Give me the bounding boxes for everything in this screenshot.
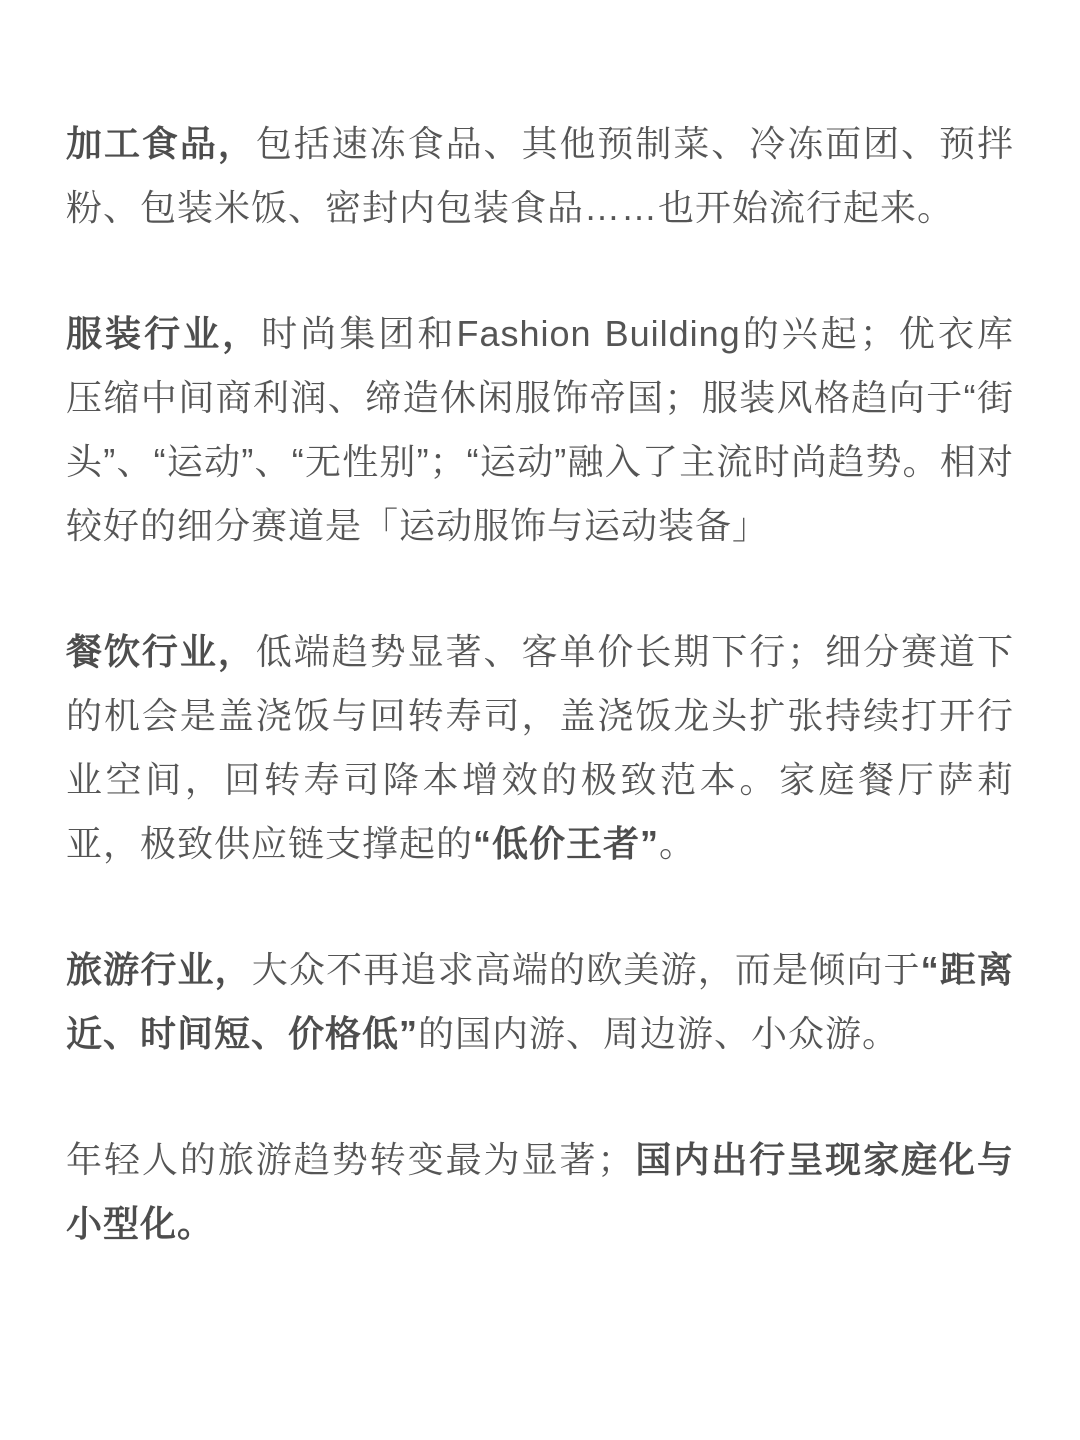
emphasis-text: 旅游行业，	[66, 949, 252, 990]
article-body	[66, 112, 1014, 1256]
paragraph	[66, 1128, 1014, 1256]
body-text: 包括速冻食品、其他预制菜、冷冻面团、预拌粉、包装米饭、密封内包装食品……也开始流行起来。	[66, 123, 1014, 228]
paragraph	[66, 112, 1014, 240]
body-text: 。	[659, 823, 697, 864]
body-text: 大众不再追求高端的欧美游，而是倾向于	[251, 949, 921, 990]
body-text: 的国内游、周边游、小众游。	[418, 1013, 900, 1054]
emphasis-text: “距离近、时间短、价格低”	[66, 949, 1014, 1054]
paragraph	[66, 938, 1014, 1066]
body-text: 时尚集团和Fashion Building的兴起；优衣库压缩中间商利润、缔造休闲服饰帝国；服装风格趋向于“街头”、“运动”、“无性别”；“运动”融入了主流时尚趋势。相对较好的细分赛道是「运动服饰与运动装备」	[66, 313, 1014, 546]
body-text: 年轻人的旅游趋势转变最为显著；	[66, 1139, 635, 1180]
emphasis-text: 加工食品，	[66, 123, 256, 164]
emphasis-text: 餐饮行业，	[66, 631, 256, 672]
emphasis-text: “低价王者”	[473, 823, 660, 864]
paragraph	[66, 302, 1014, 558]
paragraph	[66, 620, 1014, 876]
emphasis-text: 国内出行呈现家庭化与小型化。	[66, 1139, 1014, 1244]
body-text: 低端趋势显著、客单价长期下行；细分赛道下的机会是盖浇饭与回转寿司，盖浇饭龙头扩张持续打开行业空间，回转寿司降本增效的极致范本。家庭餐厅萨莉亚，极致供应链支撑起的	[66, 631, 1014, 864]
emphasis-text: 服装行业，	[66, 313, 262, 354]
